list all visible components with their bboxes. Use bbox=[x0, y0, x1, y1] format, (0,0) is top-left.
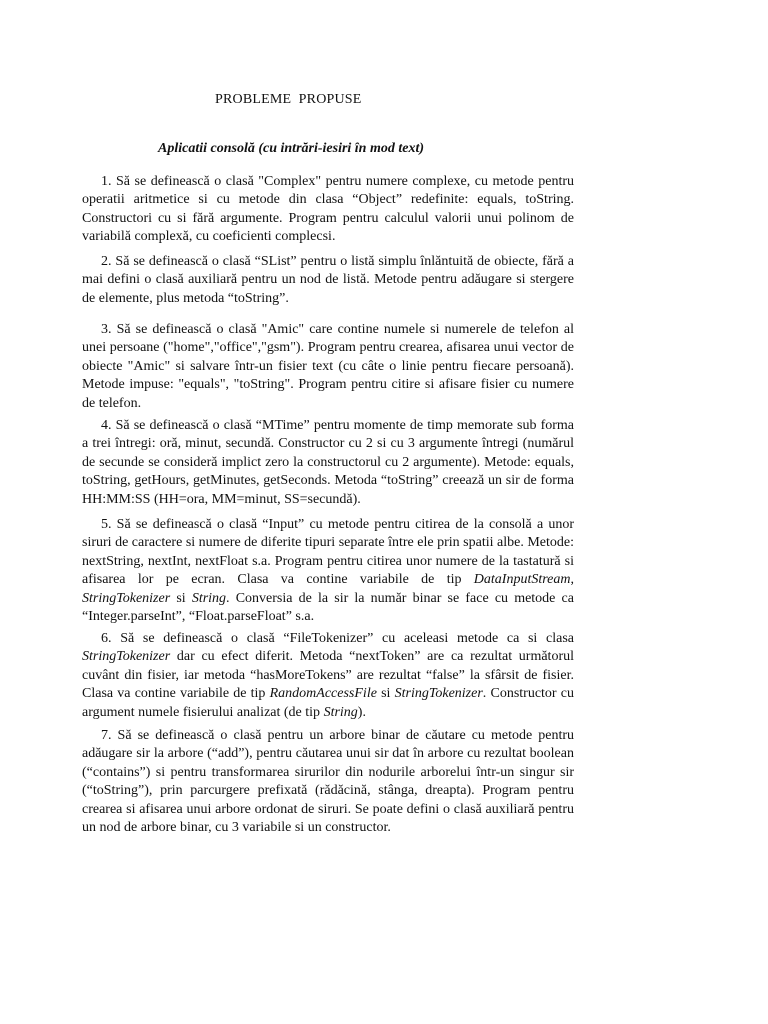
problem-paragraph bbox=[82, 727, 574, 837]
problem-text: si bbox=[376, 686, 395, 702]
problem-text: 3. Să se definească o clasă "Amic" care contine numele si numerele de telefon al unei persoane ("home","office","gsm"). Program pentru crearea, afisarea unui vector de obiecte "Amic" si salvare într-un fisier text (cu câte o linie pentru fiecare persoană). Metode impuse: "equals", "toString". Program pentru citire si afisare fisier cu numere de telefon. bbox=[82, 322, 574, 411]
problem-text: . Constructor cu argument numele fisierului analizat (de tip bbox=[82, 686, 574, 720]
problem-paragraph bbox=[82, 173, 574, 247]
italic-term: StringTokenizer bbox=[82, 649, 171, 665]
italic-term: StringTokenizer bbox=[82, 590, 171, 606]
problem-text: , bbox=[570, 572, 574, 588]
problem-text: . Conversia de la sir la număr binar se face cu metode ca “Integer.parseInt”, “Float.parseFloat” s.a. bbox=[82, 590, 574, 625]
problem-paragraph bbox=[82, 516, 574, 626]
italic-term: StringTokenizer bbox=[394, 686, 483, 702]
problem-paragraph bbox=[82, 321, 574, 413]
problem-text: 4. Să se definească o clasă “MTime” pentru momente de timp memorate sub forma a trei întregi: oră, minut, secundă. Constructor cu 2 si cu 3 argumente întregi (numărul de secunde se consideră implict zero la constructorul cu 2 argumente). Metode: equals, toString, getHours, getMinutes, getSeconds. Metoda “toString” creează un sir de forma HH:MM:SS (HH=ora, MM=minut, SS=secundă). bbox=[82, 418, 574, 507]
problem-text: 1. Să se definească o clasă "Complex" pentru numere complexe, cu metode pentru operatii aritmetice si cu metode din clasa “Object” redefinite: equals, toString. Constructori cu si fără argumente. Program pentru calculul valorii unui polinom de variabilă complexă, cu coeficienti complecsi. bbox=[82, 174, 574, 245]
problem-text: ). bbox=[357, 704, 366, 720]
problem-text: 5. Să se definească o clasă “Input” cu metode pentru citirea de la consolă a unor siruri de caractere si numere de diferite tipuri separate între ele prin spatii albe. Metode: nextString, nextInt, nextFloat s.a. Program pentru citirea unor numere de la tastatură si afisarea lor pe ecran. Clasa va contine variabile de tip bbox=[82, 517, 574, 588]
problem-paragraph bbox=[82, 630, 574, 722]
problem-text: si bbox=[170, 590, 192, 606]
document-title: PROBLEME PROPUSE bbox=[215, 92, 362, 107]
problem-text: dar cu efect diferit. Metoda “nextToken” are ca rezultat următorul cuvânt din fisier, iar metoda “hasMoreTokens” are rezultat “false” la sfârsit de fisier. Clasa va contine variabile de tip bbox=[82, 649, 574, 702]
document-subtitle: Aplicatii consolă (cu intrări-iesiri în mod text) bbox=[158, 141, 425, 156]
italic-term: RandomAccessFile bbox=[269, 686, 377, 702]
italic-term: String bbox=[323, 704, 358, 720]
problem-text: 6. Să se definească o clasă “FileTokenizer” cu aceleasi metode ca si clasa bbox=[101, 631, 574, 646]
problem-paragraph bbox=[82, 417, 574, 509]
italic-term: DataInputStream bbox=[473, 572, 571, 588]
problem-text: 2. Să se definească o clasă “SList” pentru o listă simplu înlăntuită de obiecte, fără a mai defini o clasă auxiliară pentru un nod de listă. Metode pentru adăugare si stergere de elemente, plus metoda “toString”. bbox=[82, 254, 574, 306]
problem-paragraph bbox=[82, 253, 574, 308]
italic-term: String bbox=[191, 590, 227, 606]
problem-text: 7. Să se definească o clasă pentru un arbore binar de căutare cu metode pentru adăugare sir la arbore (“add”), pentru căutarea unui sir dat în arbore cu rezultat boolean (“contains”) si pentru transformarea sirurilor din nodurile arborelui într-un singur sir (“toString”), prin parcurgere prefixată (rădăcină, stânga, dreapta). Program pentru crearea si afisarea unui arbore ordonat de siruri. Se poate defini o clasă auxiliară pentru un nod de arbore binar, cu 3 variabile si un constructor. bbox=[82, 728, 574, 836]
